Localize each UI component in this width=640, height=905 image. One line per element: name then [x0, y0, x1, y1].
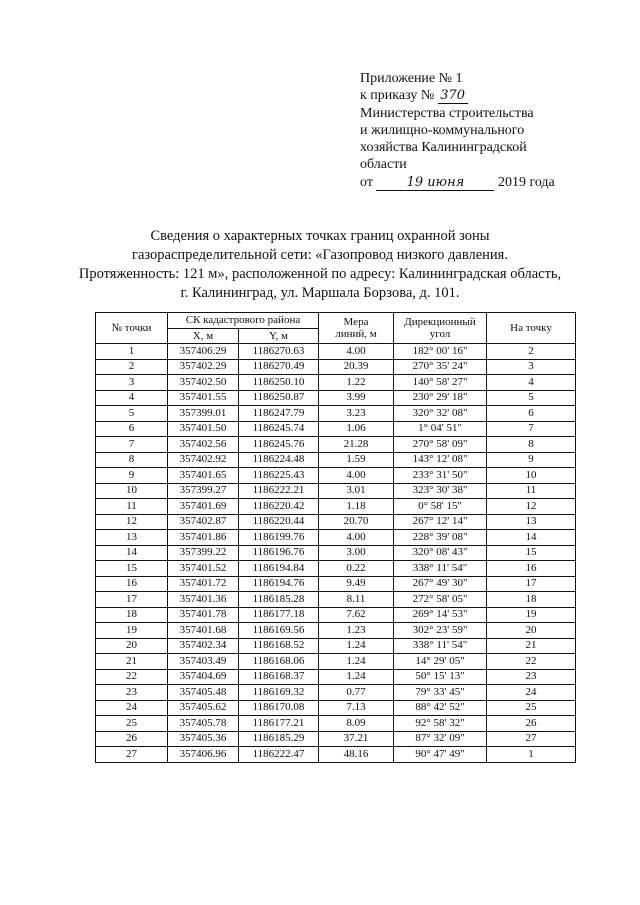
- title-line-2: газораспределительной сети: «Газопровод низкого давления.: [132, 247, 508, 263]
- cell-measure: 7.62: [319, 607, 394, 623]
- cell-measure: 9.49: [319, 576, 394, 592]
- table-row: [96, 359, 576, 375]
- document-title: [40, 227, 600, 303]
- cell-to-point: 25: [487, 700, 576, 716]
- cell-direction: 272° 58' 05": [394, 592, 487, 608]
- cell-point: 20: [96, 638, 168, 654]
- cell-y: 1186168.52: [239, 638, 319, 654]
- cell-direction: 269° 14' 53": [394, 607, 487, 623]
- header-measure: Мера линий, м: [319, 313, 394, 344]
- cell-point: 26: [96, 731, 168, 747]
- cell-direction: 14° 29' 05": [394, 654, 487, 670]
- cell-y: 1186194.84: [239, 561, 319, 577]
- cell-x: 357399.27: [168, 483, 239, 499]
- cell-point: 17: [96, 592, 168, 608]
- header-sk: СК кадастрового района: [168, 313, 319, 329]
- cell-y: 1186185.28: [239, 592, 319, 608]
- cell-to-point: 26: [487, 716, 576, 732]
- cell-to-point: 14: [487, 530, 576, 546]
- table-row: [96, 483, 576, 499]
- appendix-header: [360, 70, 600, 191]
- cell-point: 3: [96, 375, 168, 391]
- table-row: [96, 406, 576, 422]
- cell-direction: 228° 39' 08": [394, 530, 487, 546]
- ministry-line-1: Министерства строительства: [360, 105, 534, 121]
- cell-y: 1186170.08: [239, 700, 319, 716]
- table-row: [96, 545, 576, 561]
- table-row: [96, 375, 576, 391]
- order-number-handwritten: 370: [438, 89, 468, 104]
- cell-measure: 48.16: [319, 747, 394, 763]
- cell-to-point: 5: [487, 390, 576, 406]
- cell-to-point: 11: [487, 483, 576, 499]
- table-row: [96, 747, 576, 763]
- cell-point: 1: [96, 344, 168, 360]
- cell-y: 1186222.47: [239, 747, 319, 763]
- cell-measure: 37.21: [319, 731, 394, 747]
- cell-measure: 8.11: [319, 592, 394, 608]
- cell-direction: 270° 35' 24": [394, 359, 487, 375]
- date-handwritten: 19 июня: [376, 176, 494, 191]
- cell-y: 1186245.74: [239, 421, 319, 437]
- cell-point: 8: [96, 452, 168, 468]
- table-row: [96, 514, 576, 530]
- cell-measure: 8.09: [319, 716, 394, 732]
- cell-x: 357402.56: [168, 437, 239, 453]
- cell-x: 357401.52: [168, 561, 239, 577]
- table-row: [96, 561, 576, 577]
- cell-direction: 0° 58' 15": [394, 499, 487, 515]
- cell-x: 357404.69: [168, 669, 239, 685]
- ministry-line-2: и жилищно-коммунального: [360, 122, 525, 138]
- cell-measure: 3.00: [319, 545, 394, 561]
- cell-point: 27: [96, 747, 168, 763]
- cell-direction: 140° 58' 27": [394, 375, 487, 391]
- cell-point: 25: [96, 716, 168, 732]
- cell-point: 15: [96, 561, 168, 577]
- cell-direction: 50° 15' 13": [394, 669, 487, 685]
- table-row: [96, 530, 576, 546]
- cell-y: 1186224.48: [239, 452, 319, 468]
- cell-x: 357401.55: [168, 390, 239, 406]
- cell-direction: 230° 29' 18": [394, 390, 487, 406]
- cell-point: 2: [96, 359, 168, 375]
- cell-to-point: 24: [487, 685, 576, 701]
- title-line-4: г. Калининград, ул. Маршала Борзова, д. 101.: [180, 285, 460, 301]
- cell-x: 357406.96: [168, 747, 239, 763]
- cell-to-point: 17: [487, 576, 576, 592]
- cell-measure: 1.18: [319, 499, 394, 515]
- date-prefix: от: [360, 174, 377, 190]
- table-row: [96, 344, 576, 360]
- cell-to-point: 10: [487, 468, 576, 484]
- cell-y: 1186220.42: [239, 499, 319, 515]
- cell-x: 357401.36: [168, 592, 239, 608]
- cell-direction: 182° 00' 16": [394, 344, 487, 360]
- appendix-title: Приложение № 1: [360, 71, 463, 86]
- cell-point: 21: [96, 654, 168, 670]
- cell-measure: 7.13: [319, 700, 394, 716]
- cell-measure: 1.24: [319, 654, 394, 670]
- table-row: [96, 390, 576, 406]
- cell-measure: 1.23: [319, 623, 394, 639]
- cell-measure: 20.39: [319, 359, 394, 375]
- cell-point: 16: [96, 576, 168, 592]
- cell-y: 1186196.76: [239, 545, 319, 561]
- cell-to-point: 21: [487, 638, 576, 654]
- ministry-line-4: области: [360, 157, 407, 173]
- table-row: [96, 654, 576, 670]
- cell-direction: 90° 47' 49": [394, 747, 487, 763]
- cell-direction: 233° 31' 50": [394, 468, 487, 484]
- cell-direction: 88° 42' 52": [394, 700, 487, 716]
- table-row: [96, 499, 576, 515]
- order-line: [360, 87, 600, 104]
- cell-measure: 1.59: [319, 452, 394, 468]
- cell-x: 357405.48: [168, 685, 239, 701]
- cell-point: 13: [96, 530, 168, 546]
- cell-x: 357401.50: [168, 421, 239, 437]
- cell-x: 357402.92: [168, 452, 239, 468]
- header-to-point: На точку: [487, 313, 576, 344]
- cell-direction: 267° 49' 30": [394, 576, 487, 592]
- title-line-3: Протяженность: 121 м», расположенной по адресу: Калининградская область,: [78, 266, 562, 282]
- cell-y: 1186185.29: [239, 731, 319, 747]
- title-line-1: Сведения о характерных точках границ охранной зоны: [150, 228, 490, 244]
- cell-to-point: 6: [487, 406, 576, 422]
- cell-measure: 0.77: [319, 685, 394, 701]
- cell-direction: 267° 12' 14": [394, 514, 487, 530]
- table-row: [96, 452, 576, 468]
- cell-measure: 3.99: [319, 390, 394, 406]
- cell-to-point: 2: [487, 344, 576, 360]
- table-row: [96, 716, 576, 732]
- cell-measure: 0.22: [319, 561, 394, 577]
- cell-y: 1186177.21: [239, 716, 319, 732]
- cell-point: 4: [96, 390, 168, 406]
- cell-y: 1186169.56: [239, 623, 319, 639]
- cell-y: 1186250.87: [239, 390, 319, 406]
- cell-y: 1186168.37: [239, 669, 319, 685]
- cell-direction: 302° 23' 59": [394, 623, 487, 639]
- cell-to-point: 18: [487, 592, 576, 608]
- table-row: [96, 700, 576, 716]
- cell-to-point: 23: [487, 669, 576, 685]
- cell-point: 19: [96, 623, 168, 639]
- cell-measure: 3.23: [319, 406, 394, 422]
- cell-measure: 3.01: [319, 483, 394, 499]
- cell-y: 1186225.43: [239, 468, 319, 484]
- cell-direction: 143° 12' 08": [394, 452, 487, 468]
- cell-direction: 323° 30' 38": [394, 483, 487, 499]
- cell-direction: 79° 33' 45": [394, 685, 487, 701]
- cell-y: 1186169.32: [239, 685, 319, 701]
- cell-x: 357401.78: [168, 607, 239, 623]
- points-table: [95, 312, 576, 763]
- cell-to-point: 12: [487, 499, 576, 515]
- cell-x: 357401.72: [168, 576, 239, 592]
- cell-direction: 338° 11' 54": [394, 638, 487, 654]
- ministry-line-3: хозяйства Калининградской: [360, 140, 527, 156]
- cell-y: 1186270.63: [239, 344, 319, 360]
- cell-to-point: 13: [487, 514, 576, 530]
- cell-to-point: 20: [487, 623, 576, 639]
- table-row: [96, 468, 576, 484]
- cell-to-point: 8: [487, 437, 576, 453]
- cell-to-point: 1: [487, 747, 576, 763]
- table-row: [96, 421, 576, 437]
- cell-y: 1186199.76: [239, 530, 319, 546]
- cell-point: 18: [96, 607, 168, 623]
- cell-x: 357401.65: [168, 468, 239, 484]
- cell-x: 357406.29: [168, 344, 239, 360]
- cell-measure: 4.00: [319, 468, 394, 484]
- date-line: [360, 174, 600, 191]
- cell-direction: 92° 58' 32": [394, 716, 487, 732]
- cell-to-point: 16: [487, 561, 576, 577]
- cell-direction: 270° 58' 09": [394, 437, 487, 453]
- table-row: [96, 576, 576, 592]
- cell-y: 1186168.06: [239, 654, 319, 670]
- cell-measure: 21.28: [319, 437, 394, 453]
- table-row: [96, 437, 576, 453]
- cell-x: 357401.69: [168, 499, 239, 515]
- cell-direction: 320° 08' 43": [394, 545, 487, 561]
- cell-y: 1186270.49: [239, 359, 319, 375]
- cell-x: 357405.78: [168, 716, 239, 732]
- cell-y: 1186194.76: [239, 576, 319, 592]
- table-row: [96, 607, 576, 623]
- cell-measure: 1.24: [319, 669, 394, 685]
- cell-x: 357402.34: [168, 638, 239, 654]
- cell-to-point: 3: [487, 359, 576, 375]
- cell-point: 23: [96, 685, 168, 701]
- cell-direction: 87° 32' 09": [394, 731, 487, 747]
- cell-point: 9: [96, 468, 168, 484]
- header-x: X, м: [168, 328, 239, 344]
- cell-x: 357405.36: [168, 731, 239, 747]
- cell-to-point: 22: [487, 654, 576, 670]
- table-header: [96, 313, 576, 344]
- cell-point: 6: [96, 421, 168, 437]
- table-row: [96, 685, 576, 701]
- cell-y: 1186247.79: [239, 406, 319, 422]
- cell-point: 14: [96, 545, 168, 561]
- cell-x: 357402.50: [168, 375, 239, 391]
- cell-x: 357401.68: [168, 623, 239, 639]
- cell-direction: 320° 32' 08": [394, 406, 487, 422]
- cell-measure: 4.00: [319, 530, 394, 546]
- cell-point: 7: [96, 437, 168, 453]
- header-y: Y, м: [239, 328, 319, 344]
- cell-x: 357399.22: [168, 545, 239, 561]
- cell-y: 1186177.18: [239, 607, 319, 623]
- table-row: [96, 731, 576, 747]
- header-direction: Дирекционный угол: [394, 313, 487, 344]
- cell-measure: 20.70: [319, 514, 394, 530]
- cell-point: 11: [96, 499, 168, 515]
- table-row: [96, 592, 576, 608]
- cell-x: 357399.01: [168, 406, 239, 422]
- table-body: [96, 344, 576, 763]
- cell-point: 10: [96, 483, 168, 499]
- order-prefix: к приказу №: [360, 88, 438, 104]
- header-point: № точки: [96, 313, 168, 344]
- cell-direction: 1° 04' 51": [394, 421, 487, 437]
- cell-x: 357405.62: [168, 700, 239, 716]
- cell-x: 357401.86: [168, 530, 239, 546]
- cell-x: 357403.49: [168, 654, 239, 670]
- cell-x: 357402.87: [168, 514, 239, 530]
- cell-to-point: 19: [487, 607, 576, 623]
- cell-measure: 1.24: [319, 638, 394, 654]
- cell-to-point: 15: [487, 545, 576, 561]
- cell-to-point: 9: [487, 452, 576, 468]
- date-suffix: 2019 года: [494, 174, 555, 190]
- cell-y: 1186250.10: [239, 375, 319, 391]
- cell-y: 1186222.21: [239, 483, 319, 499]
- cell-to-point: 4: [487, 375, 576, 391]
- cell-to-point: 7: [487, 421, 576, 437]
- table-row: [96, 623, 576, 639]
- table-row: [96, 638, 576, 654]
- cell-point: 24: [96, 700, 168, 716]
- cell-y: 1186245.76: [239, 437, 319, 453]
- cell-point: 22: [96, 669, 168, 685]
- cell-y: 1186220.44: [239, 514, 319, 530]
- cell-point: 5: [96, 406, 168, 422]
- cell-measure: 1.22: [319, 375, 394, 391]
- cell-measure: 1.06: [319, 421, 394, 437]
- cell-direction: 338° 11' 54": [394, 561, 487, 577]
- cell-to-point: 27: [487, 731, 576, 747]
- cell-measure: 4.00: [319, 344, 394, 360]
- cell-point: 12: [96, 514, 168, 530]
- table-row: [96, 669, 576, 685]
- cell-x: 357402.29: [168, 359, 239, 375]
